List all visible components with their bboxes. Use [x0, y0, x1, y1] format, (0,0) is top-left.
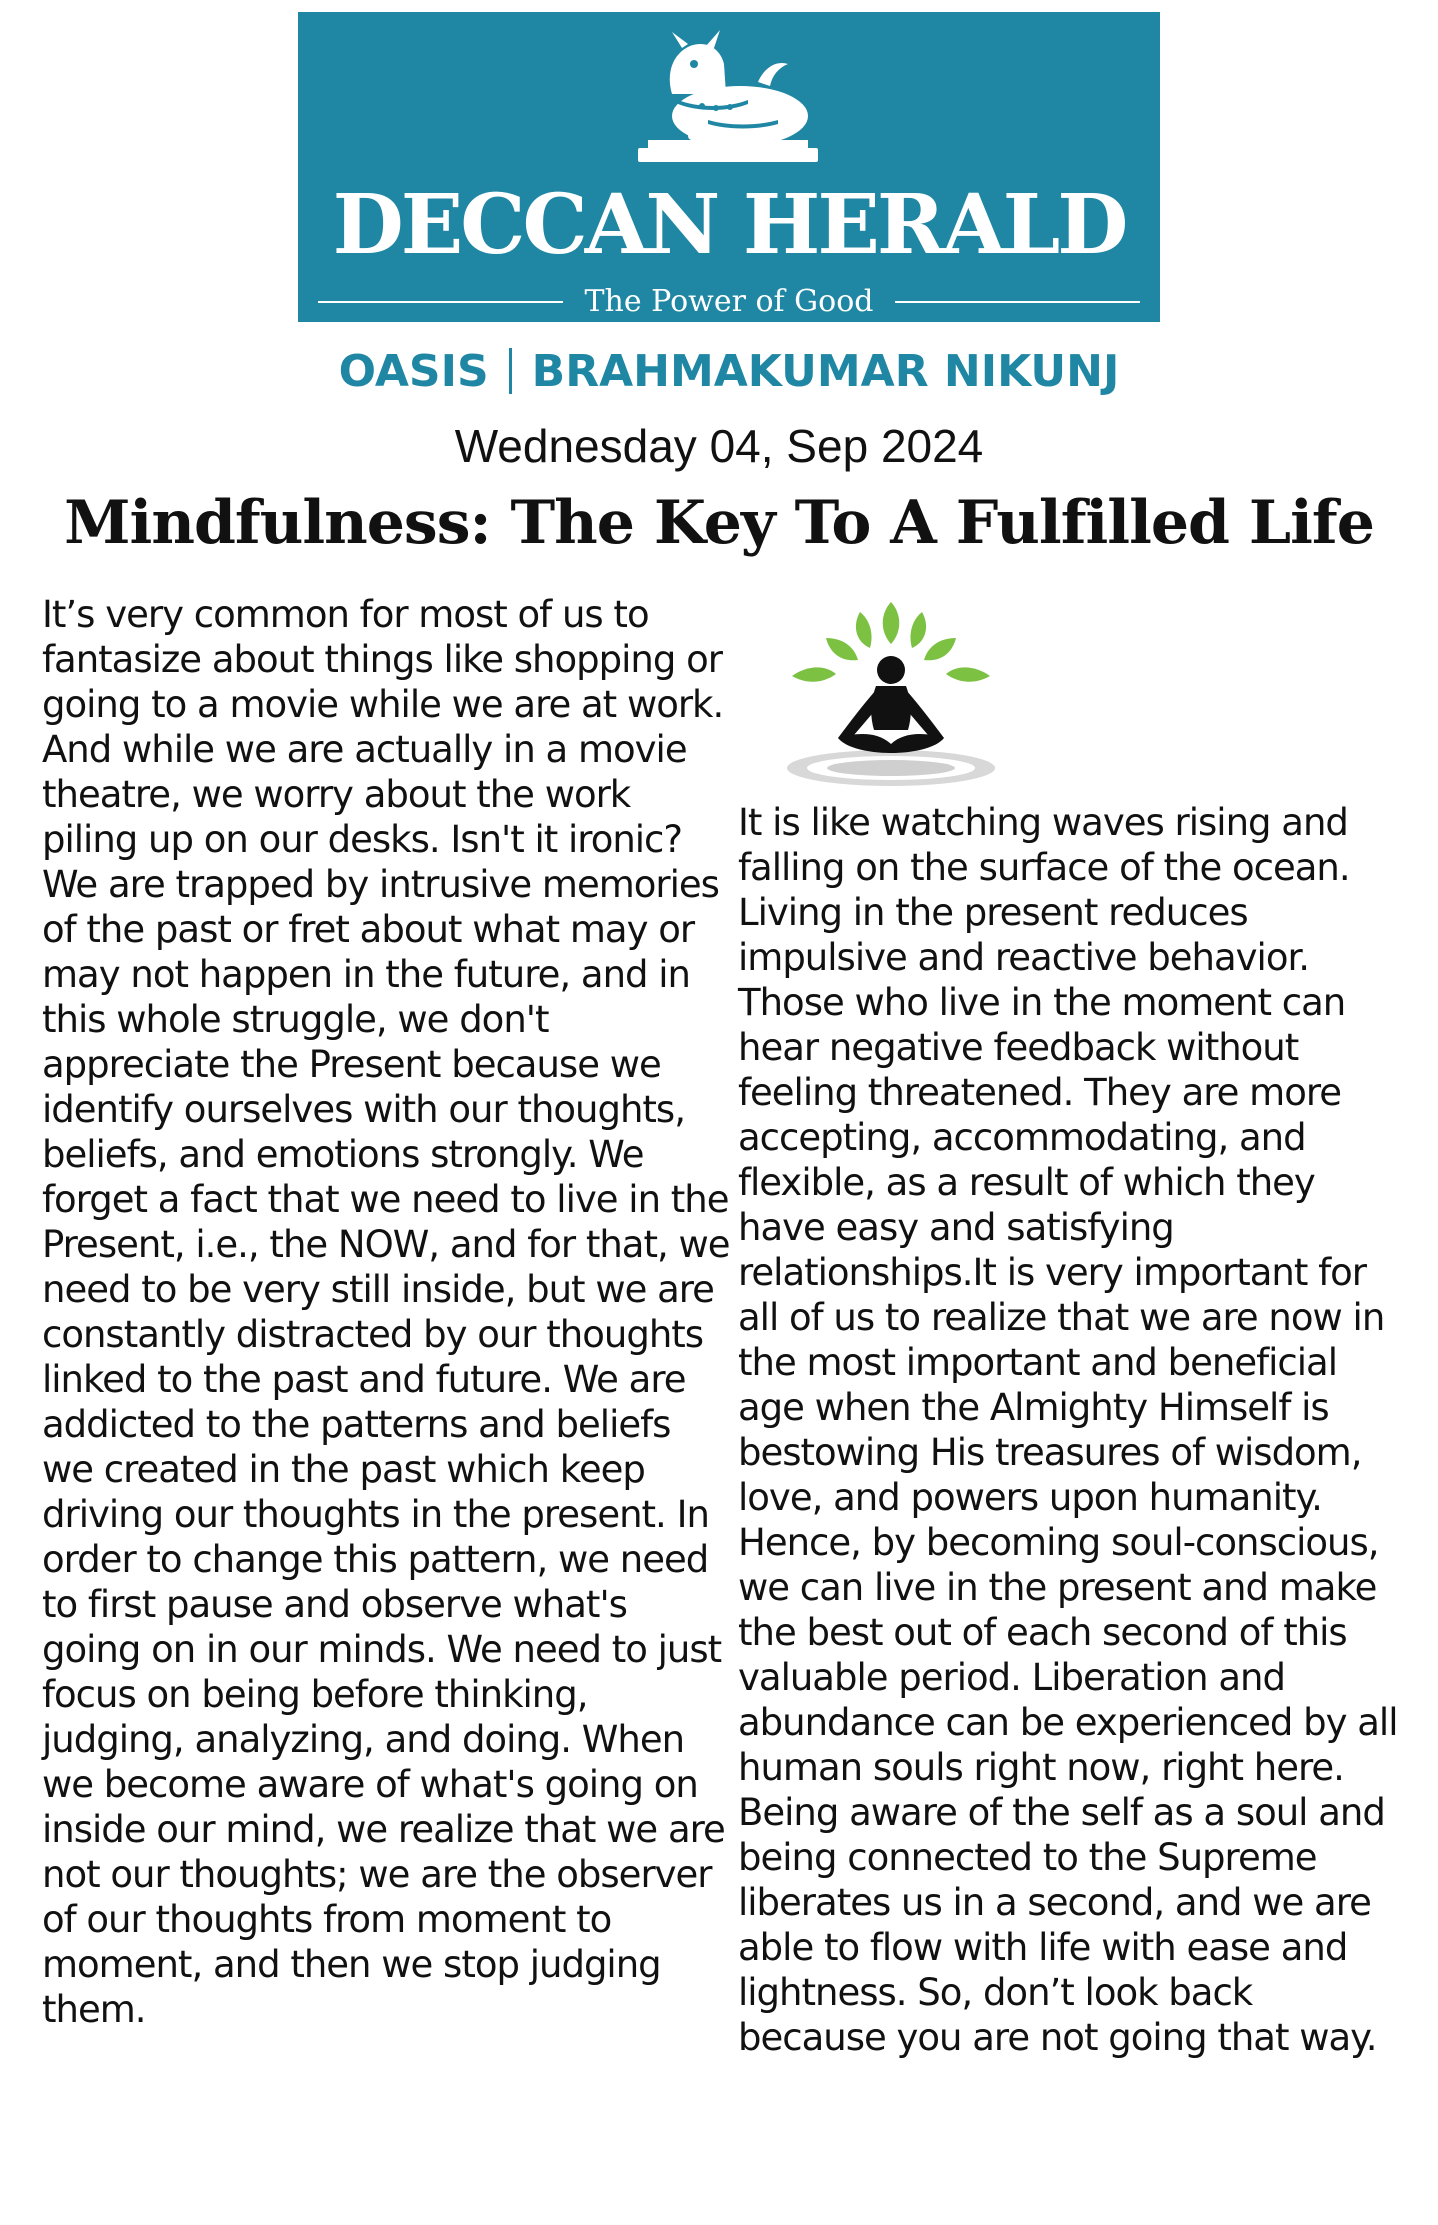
tagline-row: [318, 282, 1140, 322]
meditation-silhouette-icon: [778, 598, 1004, 794]
tagline-rule-left: [318, 301, 563, 303]
article-headline: Mindfulness: The Key To A Fulfilled Life: [64, 488, 1374, 558]
tagline-rule-right: [895, 301, 1140, 303]
tagline: The Power of Good: [584, 284, 874, 319]
article-column-left: It’s very common for most of us to fantasize about things like shopping or going to a movie while we are at work. And while we are actually in a movie theatre, we worry about the work piling up on our desks. Isn't it ironic? We are trapped by intrusive memories of the past or fret about what may or may not happen in the future, and in this whole struggle, we don't appreciate the Present because we identify ourselves with our thoughts, beliefs, and emotions strongly. We forget a fact that we need to live in the Present, i.e., the NOW, and for that, we need to be very still inside, but we are constantly distracted by our thoughts linked to the past and future. We are addicted to the patterns and beliefs we created in the past which keep driving our thoughts in the present. In order to change this pattern, we need to first pause and observe what's going on in our minds. We need to just focus on being before thinking, judging, analyzing, and doing. When we become aware of what's going on inside our mind, we realize that we are not our thoughts; we are the observer of our thoughts from moment to moment, and then we stop judging them.: [42, 593, 730, 2031]
section-name: OASIS: [338, 345, 489, 397]
brand-name: DECCAN HERALD: [332, 177, 1126, 273]
reclining-bull-emblem-icon: [628, 24, 828, 174]
publication-date: Wednesday 04, Sep 2024: [454, 420, 984, 472]
article-column-right: It is like watching waves rising and falling on the surface of the ocean. Living in the present reduces impulsive and reactive behavior. Those who live in the moment can hear negative feedback without feeling threatened. They are more accepting, accommodating, and flexible, as a result of which they have easy and satisfying relationships.It is very important for all of us to realize that we are now in the most important and beneficial age when the Almighty Himself is bestowing His treasures of wisdom, love, and powers upon humanity. Hence, by becoming soul-conscious, we can live in the present and make the best out of each second of this valuable period. Liberation and abundance can be experienced by all human souls right now, right here. Being aware of the self as a soul and being connected to the Supreme liberates us in a second, and we are able to flow with life with ease and lightness. So, don’t look back because you are not going that way.: [738, 801, 1398, 2059]
section-divider: [509, 348, 512, 394]
masthead: [298, 12, 1160, 322]
section-header: [298, 340, 1160, 402]
author-name: BRAHMAKUMAR NIKUNJ: [531, 345, 1120, 397]
